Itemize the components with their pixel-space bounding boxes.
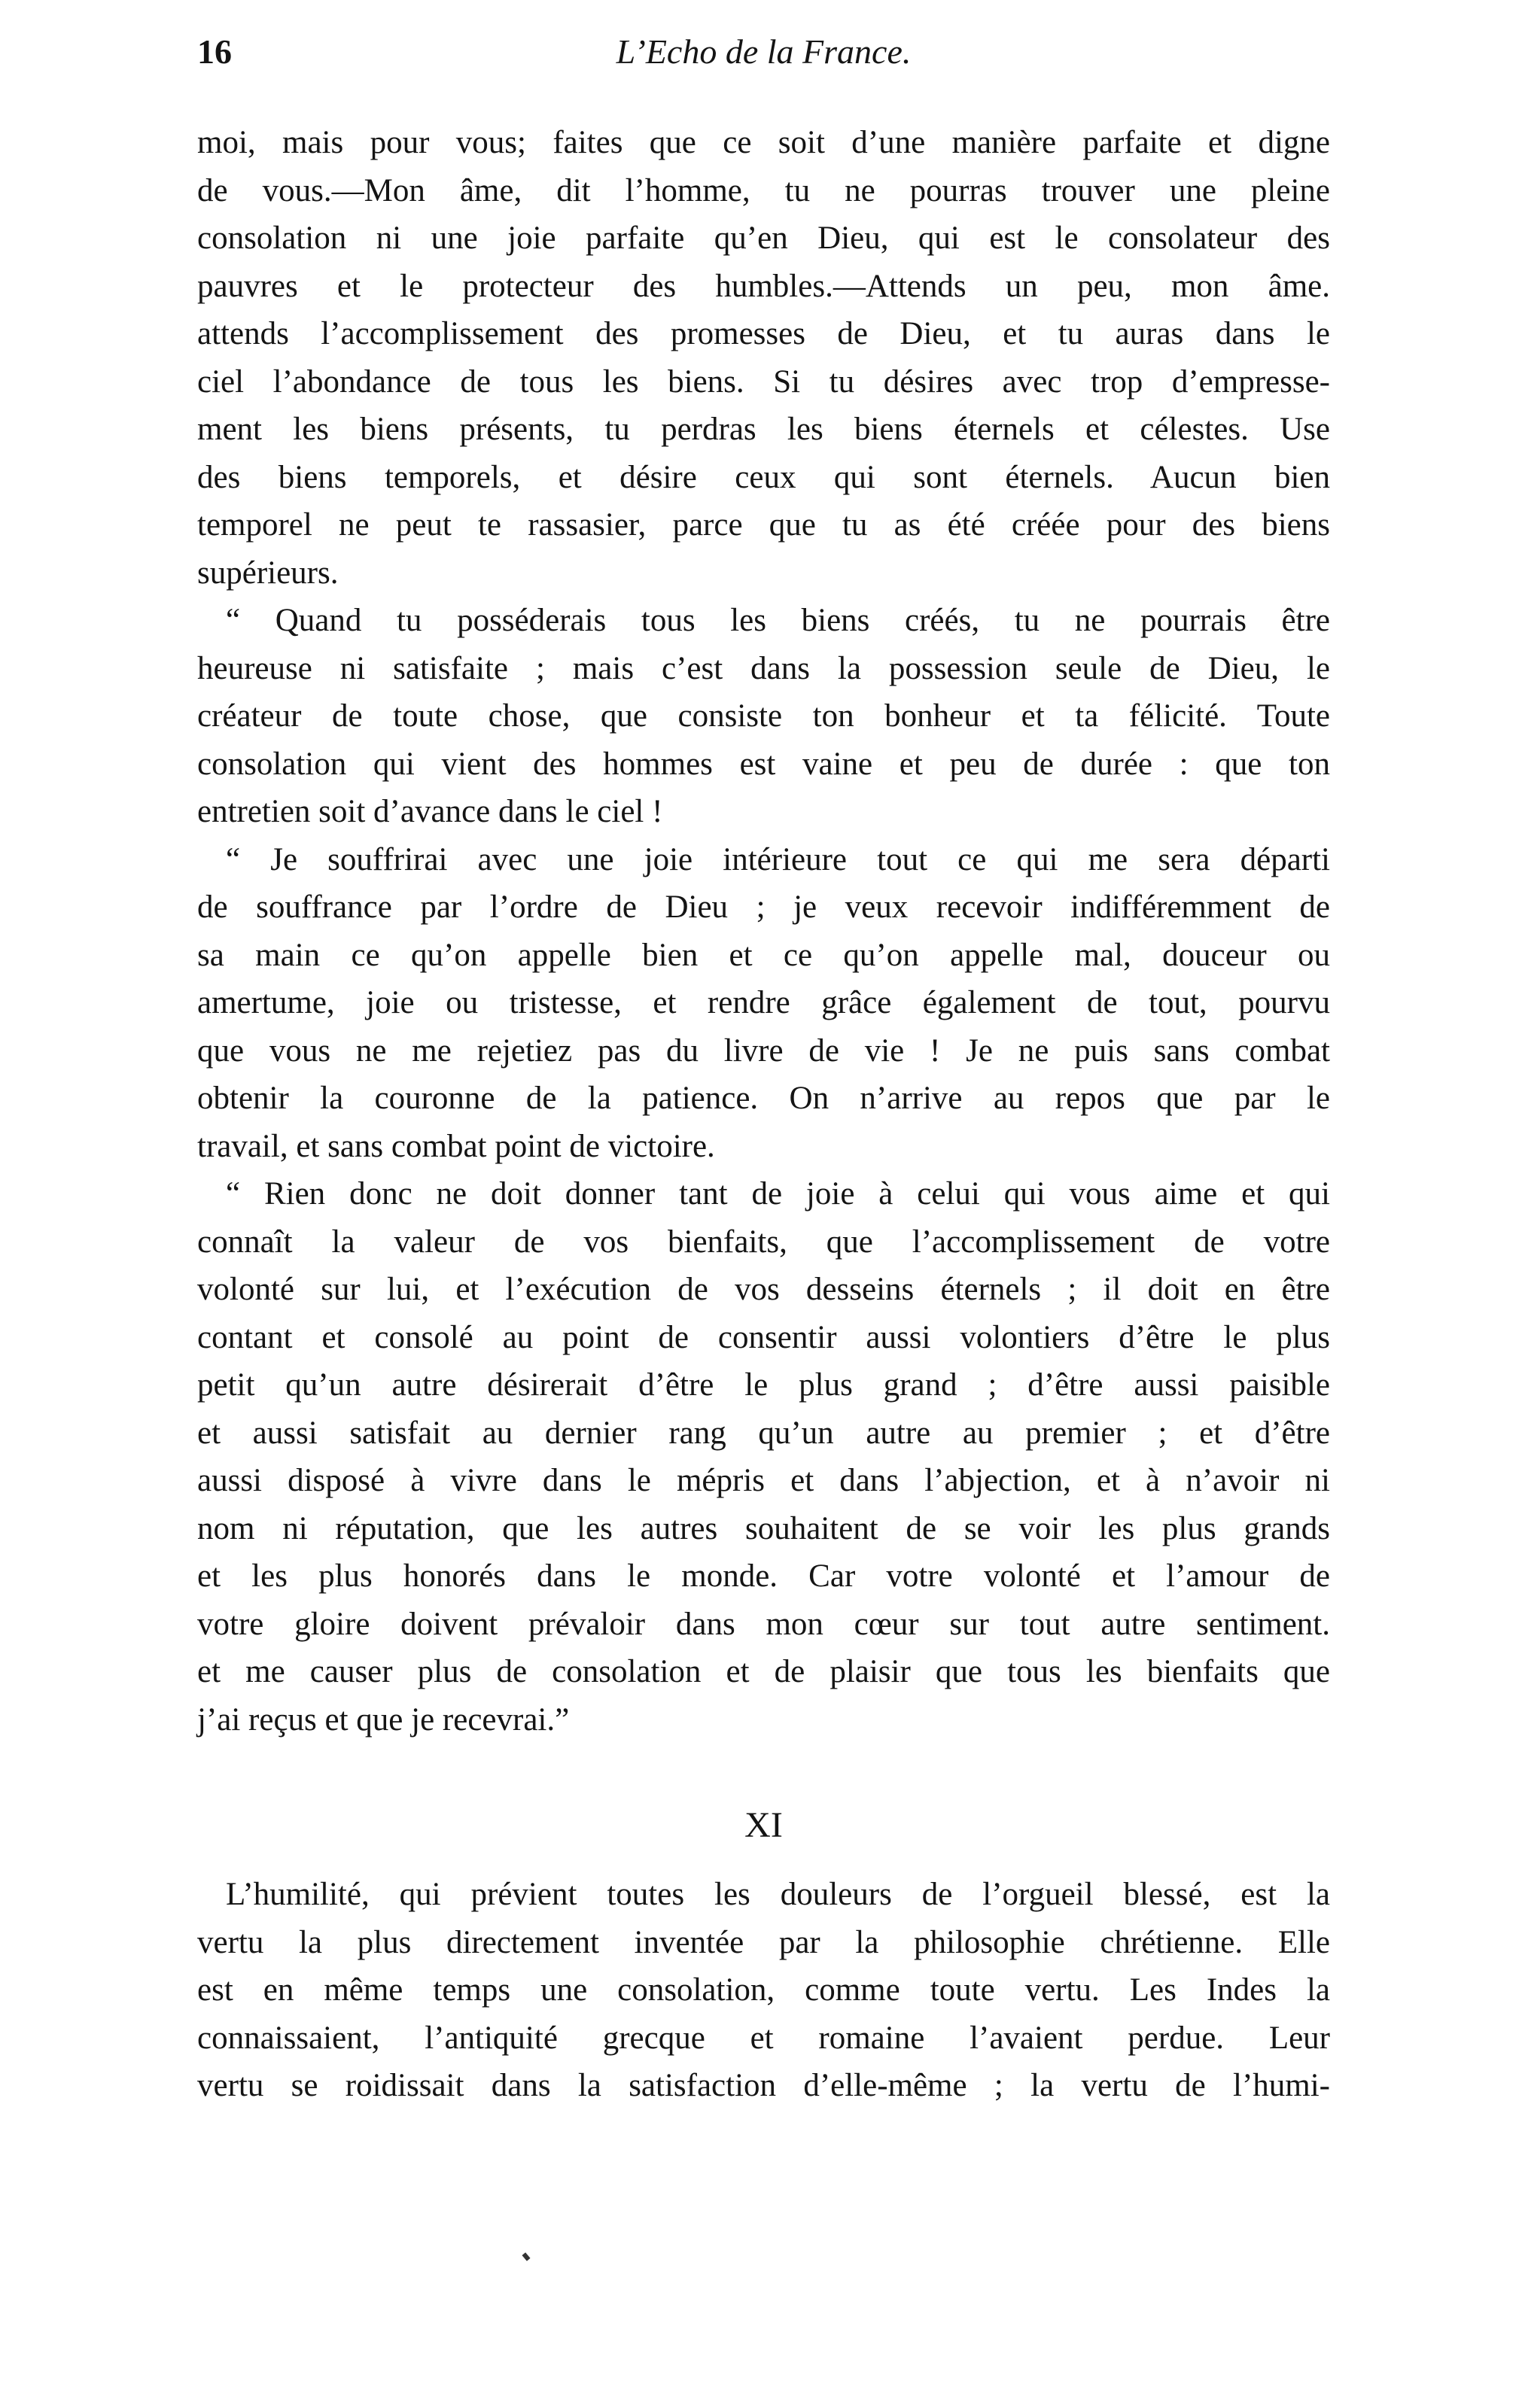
text-line: et aussi satisfait au dernier rang qu’un autre au premier ; et d’être	[197, 1415, 1330, 1451]
text-line: moi, mais pour vous; faites que ce soit d’une manière parfaite et digne	[197, 125, 1330, 160]
text-line: que vous ne me rejetiez pas du livre de vie ! Je ne puis sans combat	[197, 1032, 1330, 1069]
text-line: supérieurs.	[197, 555, 339, 591]
text-line: consolation ni une joie parfaite qu’en Dieu, qui est le consolateur des	[197, 220, 1330, 256]
text-line: créateur de toute chose, que consiste ton bonheur et ta félicité. Toute	[197, 698, 1330, 734]
page-header	[197, 32, 1330, 84]
text-line: attends l’accomplissement des promesses de Dieu, et tu auras dans le	[197, 316, 1330, 351]
text-block-1	[197, 119, 1330, 836]
text-line: petit qu’un autre désirerait d’être le plus grand ; d’être aussi paisible	[197, 1367, 1330, 1403]
print-speck	[522, 2252, 530, 2261]
text-block-2	[197, 836, 1330, 1744]
text-line: heureuse ni satisfaite ; mais c’est dans la possession seule de Dieu, le	[197, 650, 1330, 686]
text-line: de vous.—Mon âme, dit l’homme, tu ne pourras trouver une pleine	[197, 172, 1330, 208]
text-line: j’ai reçus et que je recevrai.”	[197, 1701, 570, 1738]
text-line: est en même temps une consolation, comme toute vertu. Les Indes la	[197, 1972, 1330, 2008]
text-line: pauvres et le protecteur des humbles.—Attends un peu, mon âme.	[197, 268, 1330, 304]
text-line: obtenir la couronne de la patience. On n’arrive au repos que par le	[197, 1081, 1330, 1116]
text-line: connaît la valeur de vos bienfaits, que l’accomplissement de votre	[197, 1224, 1330, 1260]
text-line: et les plus honorés dans le monde. Car votre volonté et l’amour de	[197, 1558, 1330, 1594]
text-line: vertu la plus directement inventée par la philosophie chrétienne. Elle	[197, 1924, 1330, 1960]
text-block-3	[197, 1871, 1330, 2110]
text-line: vertu se roidissait dans la satisfaction d’elle-même ; la vertu de l’humi-	[197, 2068, 1330, 2103]
text-line: ment les biens présents, tu perdras les biens éternels et célestes. Use	[197, 412, 1330, 447]
text-line: ciel l’abondance de tous les biens. Si tu désires avec trop d’empresse-	[197, 363, 1330, 400]
text-line: “ Rien donc ne doit donner tant de joie à celui qui vous aime et qui	[226, 1176, 1330, 1212]
text-line: volonté sur lui, et l’exécution de vos desseins éternels ; il doit en être	[197, 1272, 1330, 1307]
text-line: nom ni réputation, que les autres souhaitent de se voir les plus grands	[197, 1510, 1330, 1546]
text-line: des biens temporels, et désire ceux qui sont éternels. Aucun bien	[197, 459, 1330, 495]
text-line: sa main ce qu’on appelle bien et ce qu’on appelle mal, douceur ou	[197, 937, 1330, 973]
text-line: L’humilité, qui prévient toutes les douleurs de l’orgueil blessé, est la	[226, 1877, 1330, 1912]
text-line: travail, et sans combat point de victoire.	[197, 1128, 715, 1164]
text-line: votre gloire doivent prévaloir dans mon cœur sur tout autre sentiment.	[197, 1606, 1330, 1642]
text-line: temporel ne peut te rassasier, parce que tu as été créée pour des biens	[197, 507, 1330, 543]
text-line: entretien soit d’avance dans le ciel !	[197, 794, 663, 829]
text-line: amertume, joie ou tristesse, et rendre grâce également de tout, pourvu	[197, 985, 1330, 1020]
text-line: “ Je souffrirai avec une joie intérieure tout ce qui me sera départi	[226, 841, 1330, 877]
text-line: connaissaient, l’antiquité grecque et romaine l’avaient perdue. Leur	[197, 2020, 1330, 2056]
text-line: aussi disposé à vivre dans le mépris et dans l’abjection, et à n’avoir ni	[197, 1463, 1330, 1498]
text-line: de souffrance par l’ordre de Dieu ; je veux recevoir indifféremment de	[197, 889, 1330, 925]
running-title: L’Echo de la France.	[616, 32, 912, 71]
text-line: “ Quand tu posséderais tous les biens créés, tu ne pourrais être	[226, 603, 1330, 638]
text-line: consolation qui vient des hommes est vaine et peu de durée : que ton	[197, 746, 1330, 782]
section-title: XI	[744, 1805, 783, 1845]
text-line: et me causer plus de consolation et de plaisir que tous les bienfaits que	[197, 1654, 1330, 1689]
text-line: contant et consolé au point de consentir aussi volontiers d’être le plus	[197, 1319, 1330, 1355]
page-number: 16	[197, 32, 232, 71]
